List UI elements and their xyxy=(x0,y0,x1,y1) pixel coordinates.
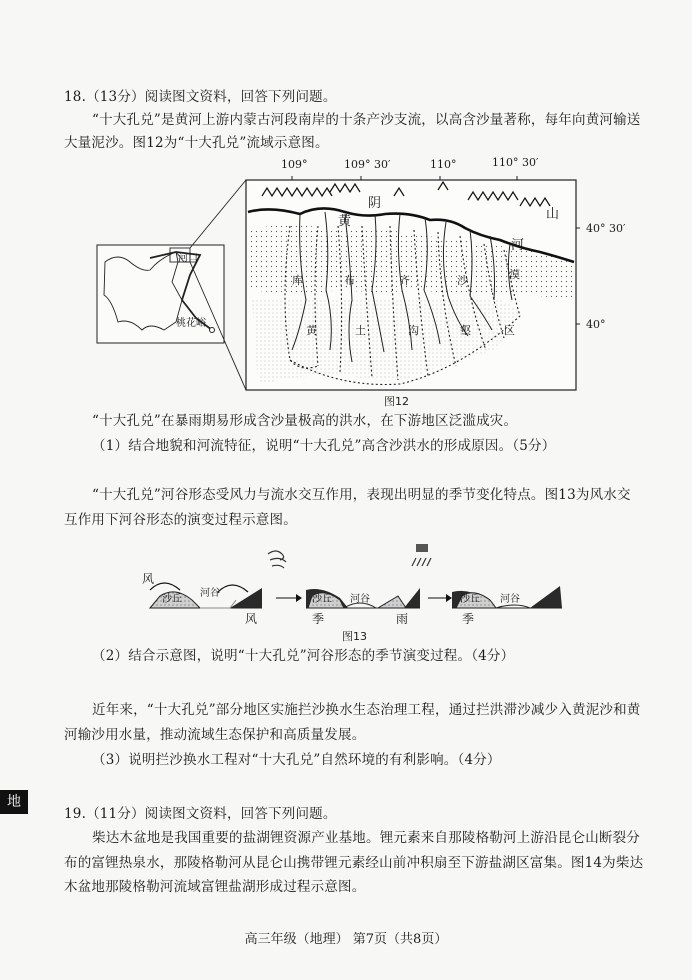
lat-label-40-30: 40° 30′ xyxy=(586,222,626,235)
q18-sub3: （3）说明拦沙换水工程对“十大孔兑”自然环境的有利影响。（4分） xyxy=(92,752,501,768)
fig13-label-valley-2: 河谷 xyxy=(350,594,370,605)
figure-13-caption: 图13 xyxy=(342,630,367,643)
figure-12-caption: 图12 xyxy=(384,395,409,408)
inset-label-hekou: 河口 xyxy=(178,253,198,264)
fig13-label-dune-2: 沙丘 xyxy=(312,594,332,605)
inset-label-taohuayu: 桃花峪 xyxy=(176,318,206,329)
label-ku: 库 xyxy=(292,274,303,287)
q18-para4-line2: 河输沙用水量，推动流域生态保护和高质量发展。 xyxy=(64,727,366,743)
label-gou: 沟 xyxy=(408,324,419,337)
lon-label-110-30: 110° 30′ xyxy=(492,156,539,169)
fig13-label-valley-3: 河谷 xyxy=(500,594,520,605)
lon-label-109: 109° xyxy=(281,158,308,171)
label-qu: 区 xyxy=(504,324,515,337)
fig13-season-yu: 雨 xyxy=(396,612,409,626)
label-huang-loess: 黄 xyxy=(306,324,317,337)
label-he2: 壑 xyxy=(460,324,471,337)
q18-para3-line1: “十大孔兑”河谷形态受风力与流水交互作用，表现出明显的季节变化特点。图13为风水交 xyxy=(92,487,631,503)
label-mo: 漠 xyxy=(509,268,520,281)
fig13-season-ji-1: 季 xyxy=(312,612,325,626)
figure-13-diagram xyxy=(0,540,692,630)
q18-para3-line2: 互作用下河谷形态的演变过程示意图。 xyxy=(64,512,297,528)
q19-line3: 木盆地那陵格勒河流域富锂盐湖形成过程示意图。 xyxy=(64,879,366,895)
q19-line2: 布的富锂热泉水，那陵格勒河从昆仑山携带锂元素经山前冲积扇至下游盐湖区富集。图14为柴达 xyxy=(64,855,644,871)
q18-para4-line1: 近年来，“十大孔兑”部分地区实施拦沙换水生态治理工程，通过拦洪滞沙减少入黄泥沙和黄 xyxy=(92,702,641,718)
lat-label-40: 40° xyxy=(586,318,606,331)
fig13-label-dune-1: 沙丘 xyxy=(162,594,182,605)
lon-label-109-30: 109° 30′ xyxy=(344,158,391,171)
q18-sub1: （1）结合地貌和河流特征，说明“十大孔兑”高含沙洪水的形成原因。（5分） xyxy=(92,438,556,454)
q18-intro-line1: “十大孔兑”是黄河上游内蒙古河段南岸的十条产沙支流，以高含沙量著称，每年向黄河输送 xyxy=(92,112,641,128)
figure-12-map xyxy=(0,0,692,400)
label-sha: 沙 xyxy=(457,274,468,287)
label-he: 河 xyxy=(511,238,525,253)
q18-header: 18.（13分）阅读图文资料，回答下列问题。 xyxy=(64,89,337,105)
q18-para2: “十大孔兑”在暴雨期易形成含沙量极高的洪水，在下游地区泛滥成灾。 xyxy=(92,413,518,429)
subject-side-tab: 地 xyxy=(0,790,28,814)
q18-intro-line2: 大量泥沙。图12为“十大孔兑”流域示意图。 xyxy=(64,135,329,151)
q19-header: 19.（11分）阅读图文资料，回答下列问题。 xyxy=(64,806,337,822)
fig13-label-valley-1: 河谷 xyxy=(200,588,220,599)
label-shan: 山 xyxy=(546,207,560,222)
label-huang-river: 黄 xyxy=(338,214,352,229)
fig13-season-ji-2: 季 xyxy=(462,612,475,626)
label-qi: 齐 xyxy=(399,274,410,287)
fig13-label-wind: 风 xyxy=(142,572,155,586)
page-footer: 高三年级（地理） 第7页（共8页） xyxy=(244,932,448,947)
fig13-season-feng: 风 xyxy=(245,612,258,626)
q18-sub2: （2）结合示意图，说明“十大孔兑”河谷形态的季节演变过程。（4分） xyxy=(92,648,515,664)
label-bu: 布 xyxy=(344,274,355,287)
label-tu: 土 xyxy=(355,324,366,337)
label-yin: 阴 xyxy=(368,196,382,211)
q19-line1: 柴达木盆地是我国重要的盐湖锂资源产业基地。锂元素来自那陵格勒河上游沿昆仑山断裂分 xyxy=(92,830,640,846)
lon-label-110: 110° xyxy=(430,158,457,171)
fig13-label-dune-3: 沙丘 xyxy=(460,594,480,605)
